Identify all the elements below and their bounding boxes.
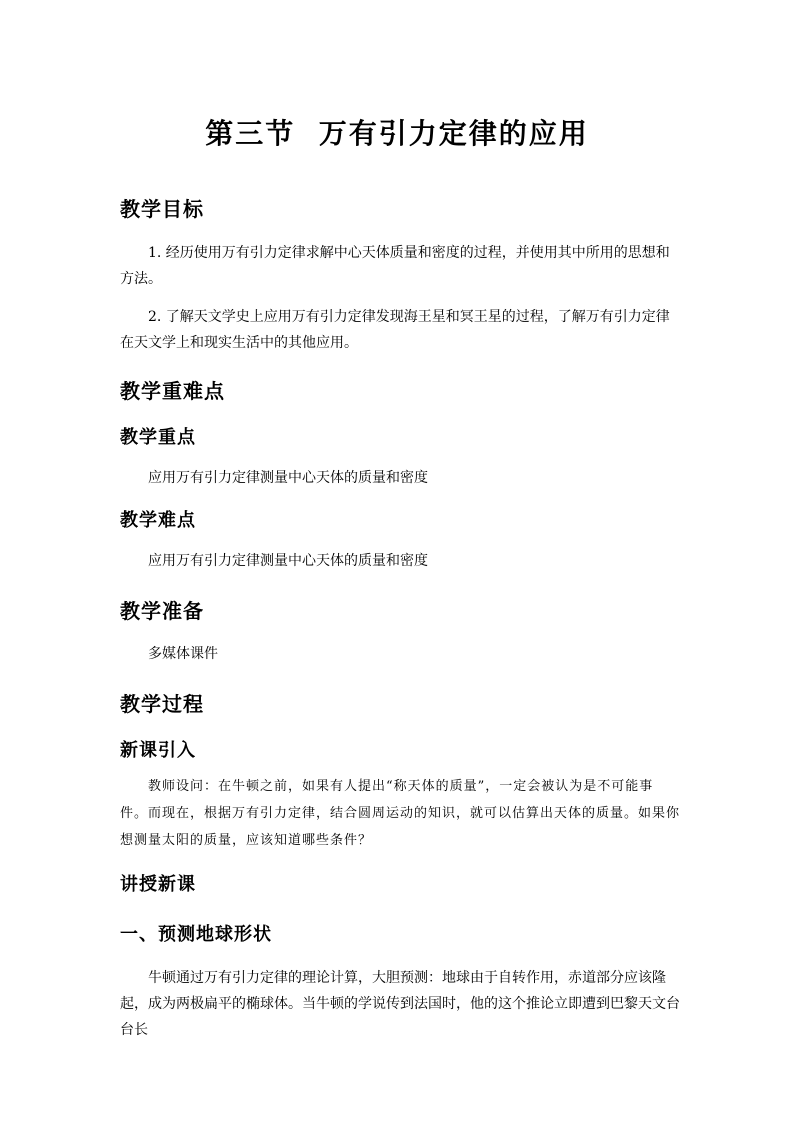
objective-item-2: 2. 了解天文学史上应用万有引力定律发现海王星和冥王星的过程，了解万有引力定律在天文学上和现实生活中的其他应用。 bbox=[120, 309, 670, 351]
heading-key-points: 教学重点 bbox=[120, 427, 196, 448]
heading-difficult-points: 教学难点 bbox=[120, 510, 196, 531]
heading-new-lesson: 讲授新课 bbox=[120, 874, 196, 895]
intro-text: 教师设问：在牛顿之前，如果有人提出“称天体的质量”，一定会被认为是不可能事件。而现在，根据万有引力定律，结合圆周运动的知识，就可以估算出天体的质量。如果你想测量太阳的质量，应该知道哪些条件？ bbox=[120, 779, 681, 848]
objective-item-1: 1. 经历使用万有引力定律求解中心天体质量和密度的过程，并使用其中所用的思想和方法。 bbox=[120, 245, 670, 287]
key-points-text: 应用万有引力定律测量中心天体的质量和密度 bbox=[148, 470, 428, 486]
preparation-text: 多媒体课件 bbox=[148, 646, 218, 662]
heading-part-one: 一、预测地球形状 bbox=[120, 924, 272, 945]
heading-process: 教学过程 bbox=[120, 692, 204, 716]
difficult-points-text: 应用万有引力定律测量中心天体的质量和密度 bbox=[148, 553, 428, 569]
page-title: 第三节 万有引力定律的应用 bbox=[205, 117, 589, 150]
heading-intro: 新课引入 bbox=[120, 740, 196, 761]
heading-objectives: 教学目标 bbox=[120, 197, 204, 221]
heading-key-difficult: 教学重难点 bbox=[120, 379, 225, 403]
part-one-text: 牛顿通过万有引力定律的理论计算，大胆预测：地球由于自转作用，赤道部分应该隆起，成为两极扁平的椭球体。当牛顿的学说传到法国时，他的这个推论立即遭到巴黎天文台台长 bbox=[120, 970, 680, 1038]
heading-preparation: 教学准备 bbox=[120, 599, 204, 623]
